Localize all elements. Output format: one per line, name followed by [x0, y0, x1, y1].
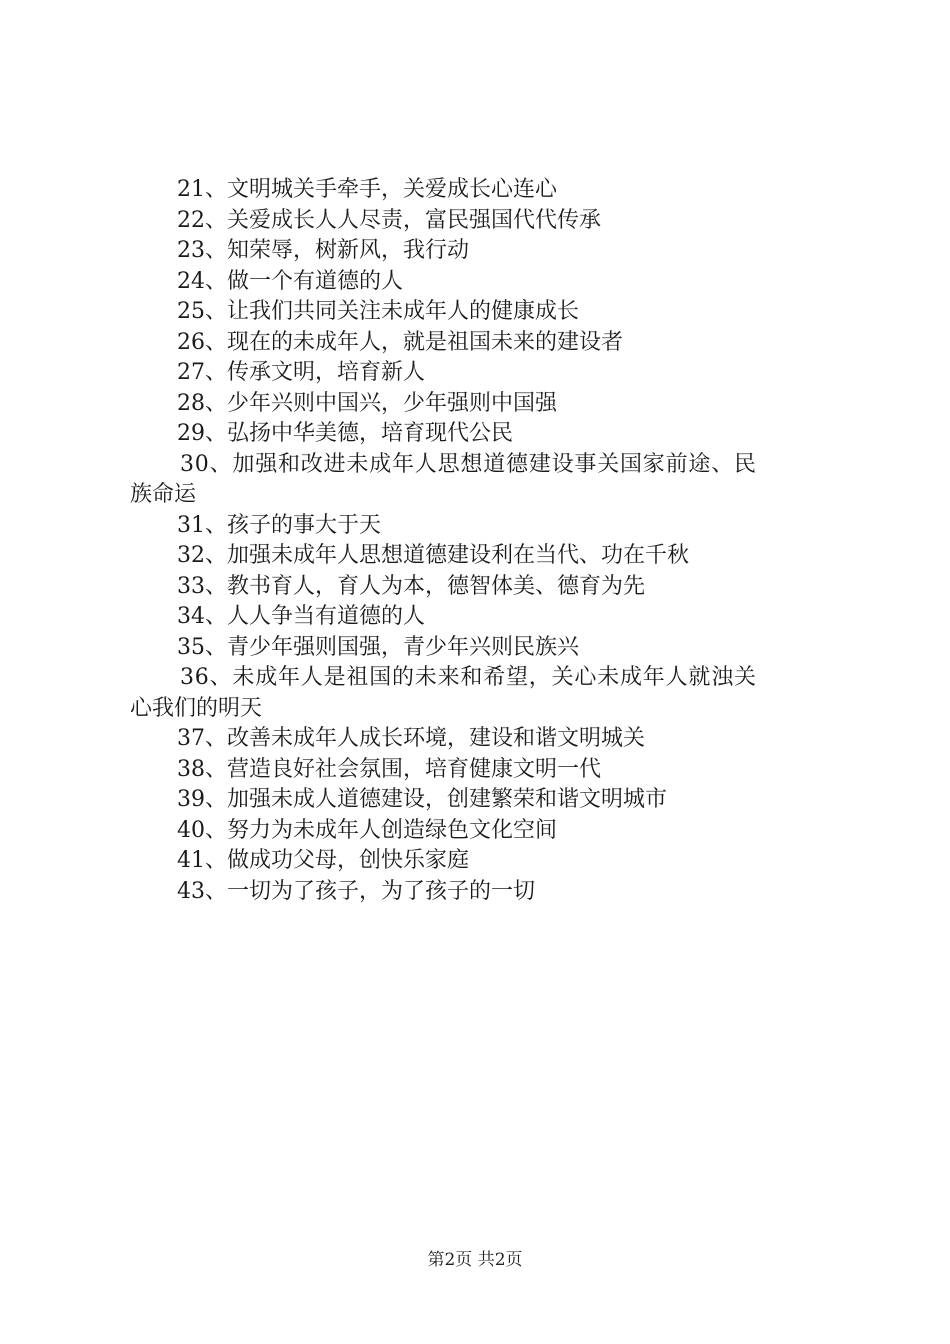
list-item: 28、少年兴则中国兴，少年强则中国强 — [177, 390, 557, 416]
list-item: 32、加强未成年人思想道德建设利在当代、功在千秋 — [177, 543, 689, 568]
list-item: 29、弘扬中华美德，培育现代公民 — [177, 421, 513, 446]
list-item: 26、现在的未成年人，就是祖国未来的建设者 — [177, 329, 623, 355]
list-item: 33、教书育人，育人为本，德智体美、德育为先 — [177, 573, 645, 599]
list-item-continuation: 族命运 — [130, 482, 197, 507]
list-item: 22、关爱成长人人尽责，富民强国代代传承 — [177, 207, 601, 233]
list-item: 36、未成年人是祖国的未来和希望，关心未成年人就浊关 — [180, 665, 757, 690]
list-item: 23、知荣辱，树新风，我行动 — [177, 238, 469, 263]
list-item: 35、青少年强则国强，青少年兴则民族兴 — [177, 634, 579, 660]
list-item: 40、努力为未成年人创造绿色文化空间 — [177, 817, 557, 843]
list-item: 27、传承文明，培育新人 — [177, 360, 425, 385]
slogan-list — [130, 175, 835, 907]
page-number-footer: 第2页 共2页 — [427, 1250, 523, 1270]
list-item: 37、改善未成年人成长环境，建设和谐文明城关 — [177, 726, 645, 751]
list-item: 41、做成功父母，创快乐家庭 — [177, 848, 469, 873]
list-item: 38、营造良好社会氛围，培育健康文明一代 — [177, 756, 601, 782]
list-item: 21、文明城关手牵手，关爱成长心连心 — [177, 177, 557, 202]
list-item: 25、让我们共同关注未成年人的健康成长 — [177, 299, 579, 324]
list-item: 31、孩子的事大于天 — [177, 512, 381, 538]
list-item: 43、一切为了孩子，为了孩子的一切 — [177, 878, 535, 904]
list-item: 30、加强和改进未成年人思想道德建设事关国家前途、民 — [180, 451, 757, 477]
list-item: 34、人人争当有道德的人 — [177, 604, 425, 629]
list-item: 24、做一个有道德的人 — [177, 268, 403, 294]
list-item: 39、加强未成人道德建设，创建繁荣和谐文明城市 — [177, 787, 667, 812]
list-item-continuation: 心我们的明天 — [130, 695, 263, 721]
